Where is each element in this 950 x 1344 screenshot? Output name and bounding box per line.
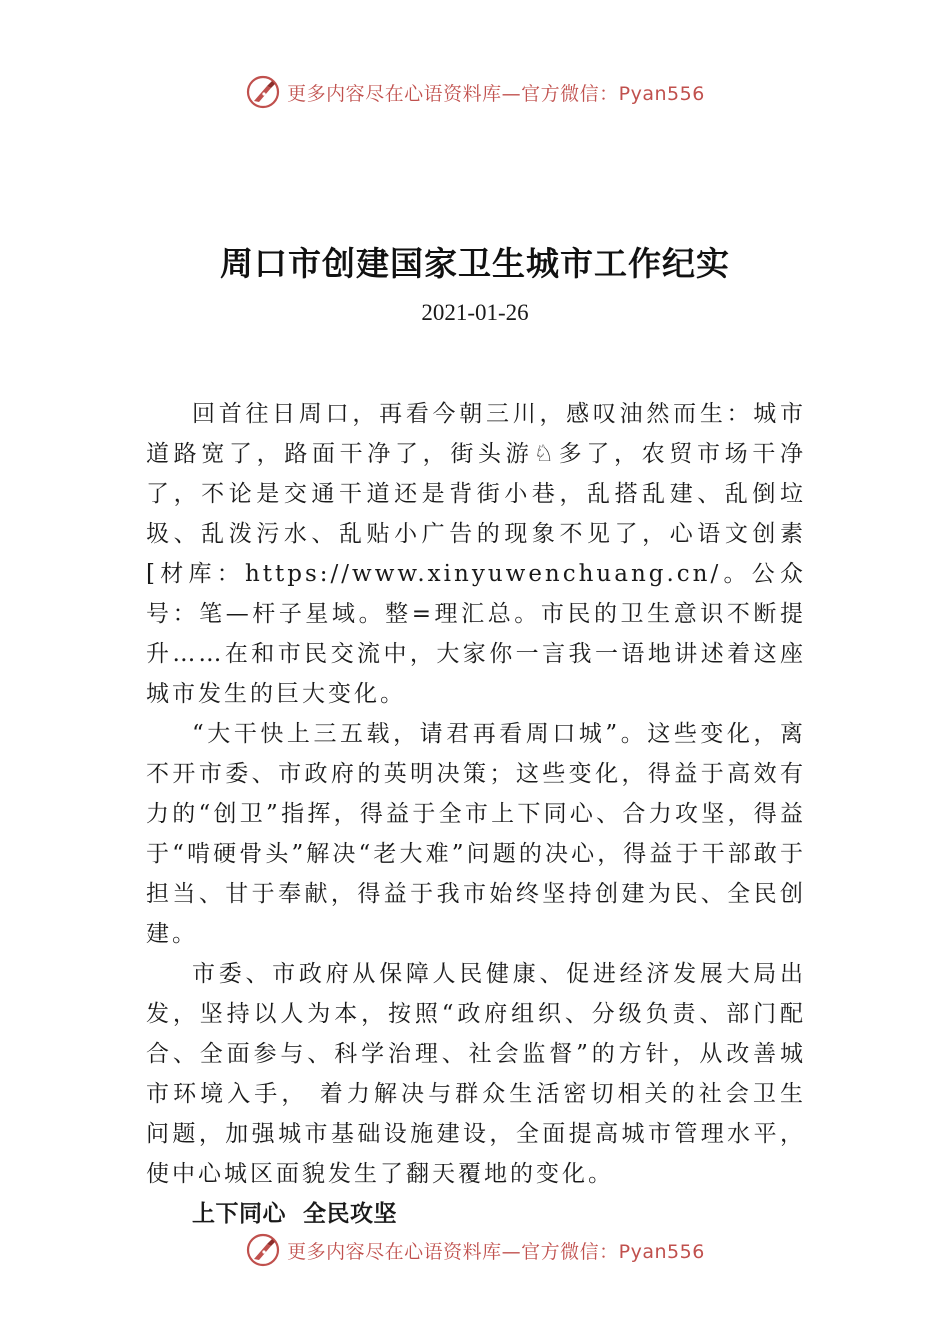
- header-banner-text: 更多内容尽在心语资料库—官方微信：Pyan556: [287, 82, 705, 105]
- paragraph-2: “大干快上三五载，请君再看周口城”。这些变化，离不开市委、市政府的英明决策；这些变化，得益于高效有力的“创卫”指挥，得益于全市上下同心、合力攻坚，得益于“啃硬骨头”解决“老大难”问题的决心，得益于干部敢于担当、甘于奉献，得益于我市始终坚持创建为民、全民创建。: [146, 721, 806, 947]
- footer-banner-text: 更多内容尽在心语资料库—官方微信：Pyan556: [287, 1240, 705, 1263]
- footer-banner: [0, 1230, 950, 1270]
- paragraph-1: 回首往日周口，再看今朝三川，感叹油然而生：城市道路宽了，路面干净了，街头游♘多了，农贸市场干净了，不论是交通干道还是背街小巷，乱搭乱建、乱倒垃圾、乱泼污水、乱贴小广告的现象不见了，心语文创素[材库：https://www.xinyuwenchuang.cn/。公众号：笔—杆子星域。整=理汇总。市民的卫生意识不断提升……在和市民交流中，大家你一言我一语地讲述着这座城市发生的巨大变化。: [146, 401, 806, 707]
- pen-nib-logo-icon: [245, 1232, 281, 1268]
- paragraph-3: 市委、市政府从保障人民健康、促进经济发展大局出发，坚持以人为本，按照“政府组织、分级负责、部门配合、全面参与、科学治理、社会监督”的方针，从改善城市环境入手， 着力解决与群众生活密切相关的社会卫生问题，加强城市基础设施建设，全面提高城市管理水平，使中心城区面貌发生了翻天覆地的变化。: [146, 961, 806, 1187]
- article-body: [146, 394, 806, 1234]
- section-heading: 上下同心 全民攻坚: [192, 1201, 398, 1227]
- article-title: 周口市创建国家卫生城市工作纪实: [220, 244, 730, 283]
- pen-nib-logo-icon: [245, 74, 281, 110]
- article-date: 2021-01-26: [421, 300, 529, 325]
- header-banner: [0, 72, 950, 112]
